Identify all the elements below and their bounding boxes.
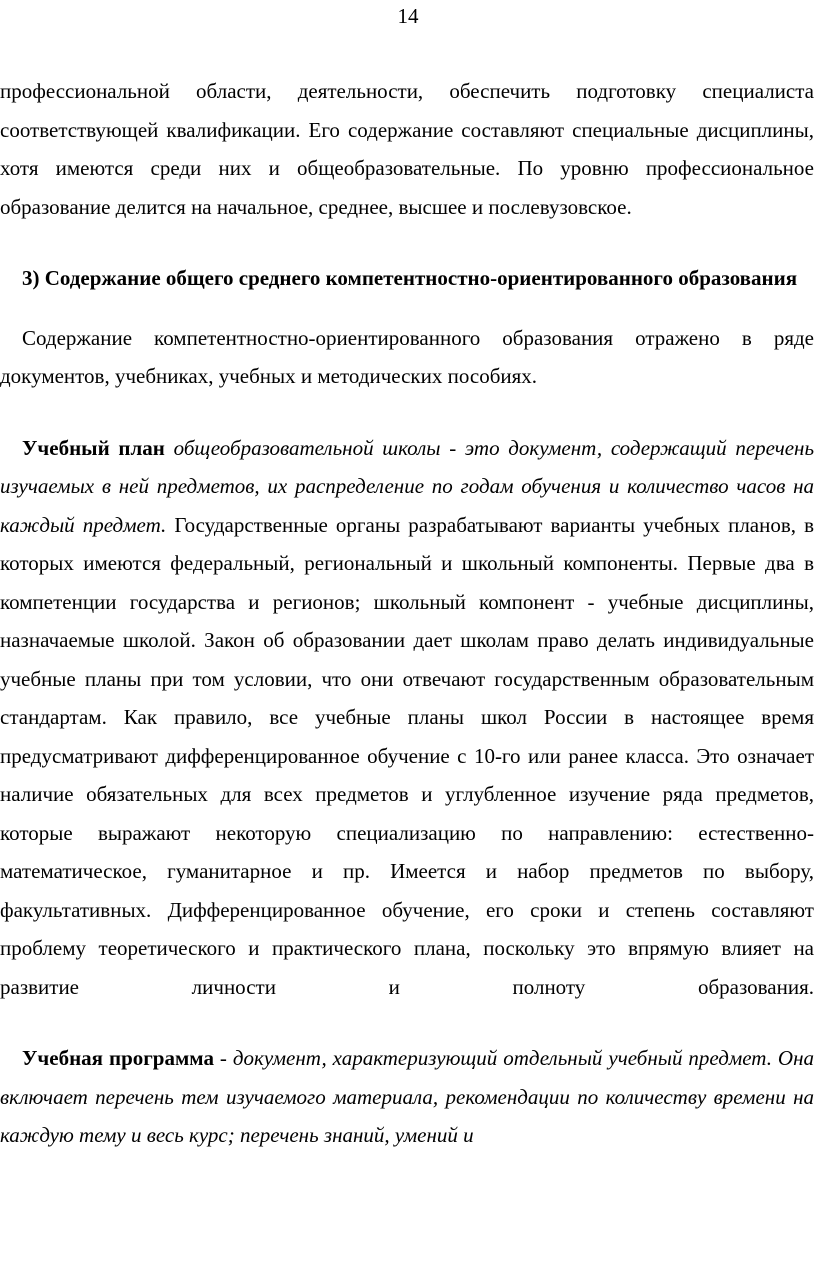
term-syllabus: Учебная программа bbox=[22, 1046, 214, 1070]
dash-syllabus: - bbox=[213, 1046, 233, 1070]
definition-curriculum: общеобразовательной школы - это документ, содержащий перечень изучаемых в ней предметов, их распределение по годам обучения и количество часов на каждый предмет. bbox=[0, 435, 815, 537]
section-heading bbox=[0, 259, 814, 298]
definition-syllabus: документ, характеризующий отдельный учебный предмет. Она включает перечень тем изучаемого материала, рекомендации по количеству времени на каждую тему и весь курс; перечень знаний, умений и bbox=[0, 1046, 814, 1147]
section-heading-title: Содержание общего среднего компетентностно-ориентированного образования bbox=[44, 266, 798, 290]
paragraph-syllabus bbox=[0, 1039, 814, 1155]
page-content bbox=[0, 72, 814, 1155]
section-heading-number: 3) bbox=[22, 266, 40, 290]
paragraph-intro: Содержание компетентностно-ориентированного образования отражено в ряде документов, учебниках, учебных и методических пособиях. bbox=[0, 325, 814, 388]
paragraph-curriculum bbox=[0, 429, 814, 1007]
page-number: 14 bbox=[397, 4, 419, 28]
term-curriculum: Учебный план bbox=[22, 435, 165, 460]
text-curriculum: Государственные органы разрабатывают варианты учебных планов, в которых имеются федеральный, региональный и школьный компоненты. Первые два в компетенции государства и регионов; школьный компонент - учебные дисциплины, назначаемые школой. Закон об образовании дает школам право делать индивидуальные учебные планы при том условии, что они отвечают государственным образовательным стандартам. Как правило, все учебные планы школ России в настоящее время предусматривают дифференцированное обучение с 10-го или ранее класса. Это означает наличие обязательных для всех предметов и углубленное изучение ряда предметов, которые выражают некоторую специализацию по направлению: естественно-математическое, гуманитарное и пр. Имеется и набор предметов по выбору, факультативных. Дифференцированное обучение, его сроки и степень составляют проблему теоретического и практического плана, поскольку это впрямую влияет на развитие личности и полноту образования. bbox=[0, 512, 814, 999]
paragraph-continuation: профессиональной области, деятельности, обеспечить подготовку специалиста соответствующей квалификации. Его содержание составляют специальные дисциплины, хотя имеются среди них и общеобразовательные. По уровню профессиональное образование делится на начальное, среднее, высшее и послевузовское. bbox=[0, 79, 814, 219]
